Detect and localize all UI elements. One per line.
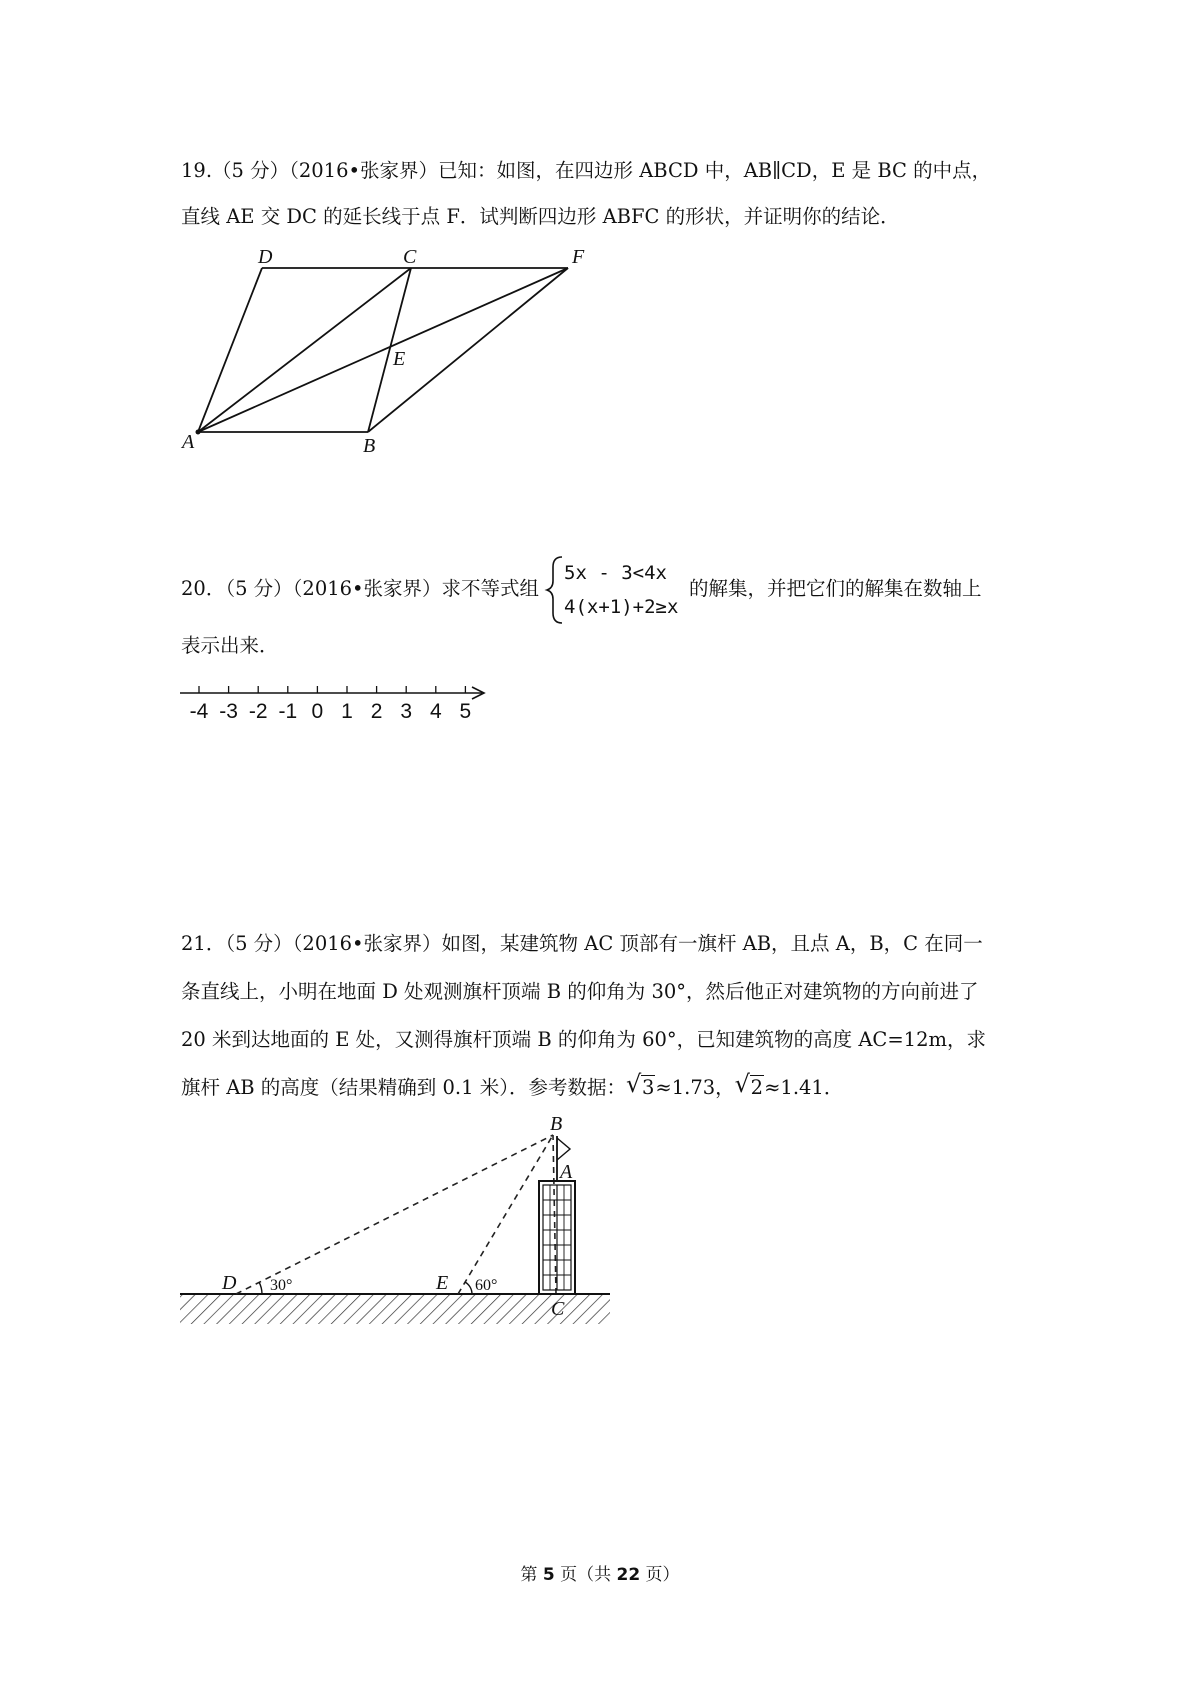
number-line-label: 0 [311,700,324,723]
label-a: A [560,1161,573,1183]
inequality-2: 4(x+1)+2≥x [564,596,679,618]
sqrt-3: √ 3 [625,1070,655,1099]
number-line-label: -1 [278,700,298,723]
flag [557,1138,570,1160]
angle-label-60: 60° [475,1277,498,1294]
sqrt-2: √ 2 [734,1070,764,1099]
number-line-label: -2 [248,700,268,723]
inequality-1: 5x - 3<4x [564,562,667,584]
sight-line-cb [553,1135,556,1294]
label-d: D [258,246,273,268]
page-total: 22 [616,1565,641,1585]
number-line-label: -3 [219,700,238,723]
angle-arc-e [465,1282,472,1294]
approx-2: ≈1.41． [764,1076,844,1099]
number-line-label: 5 [459,700,472,723]
q21-text-line1: 21．（5 分）（2016•张家界）如图，某建筑物 AC 顶部有一旗杆 AB，且点 A，B，C 在同一 [181,932,983,955]
angle-arc-d [259,1282,262,1294]
label-a: A [182,431,195,453]
q19-text-line1: 19.（5 分）（2016•张家界）已知：如图，在四边形 ABCD 中，AB∥CD，E 是 BC 的中点， [181,159,992,182]
q20-suffix: 的解集，并把它们的解集在数轴上 [689,577,982,600]
q21-text-line2: 条直线上，小明在地面 D 处观测旗杆顶端 B 的仰角为 30°，然后他正对建筑物的方向前进了 [181,980,979,1003]
label-d: D [222,1272,237,1294]
q20-text-line2: 表示出来． [181,634,279,657]
number-line-label: 2 [370,700,383,723]
q19-text-line2: 直线 AE 交 DC 的延长线于点 F．试判断四边形 ABFC 的形状，并证明你的结论． [181,205,900,228]
label-c: C [403,246,417,268]
number-line-label: -4 [189,700,209,723]
number-line-label: 4 [429,700,442,723]
q21-line4-text: 旗杆 AB 的高度（结果精确到 0.1 米）．参考数据： [181,1076,626,1099]
q20-prefix: 20．（5 分）（2016•张家界）求不等式组 [181,577,540,600]
ground-hatch [180,1294,610,1324]
label-e: E [436,1272,449,1294]
label-c: C [551,1298,565,1320]
label-f: F [572,246,585,268]
number-line-label: 1 [341,700,353,723]
angle-label-30: 30° [270,1277,293,1294]
page-number: 5 [542,1565,555,1585]
q21-text-line3: 20 米到达地面的 E 处，又测得旗杆顶端 B 的仰角为 60°，已知建筑物的高度 AC=12m，求 [181,1028,986,1051]
building [539,1181,575,1294]
number-line-label: 3 [400,700,413,723]
approx-1: ≈1.73， [655,1076,735,1099]
page-footer: 第 5 页（共 22 页） [520,1565,680,1585]
label-e: E [393,348,406,370]
label-b: B [550,1113,563,1135]
label-b: B [363,435,376,457]
